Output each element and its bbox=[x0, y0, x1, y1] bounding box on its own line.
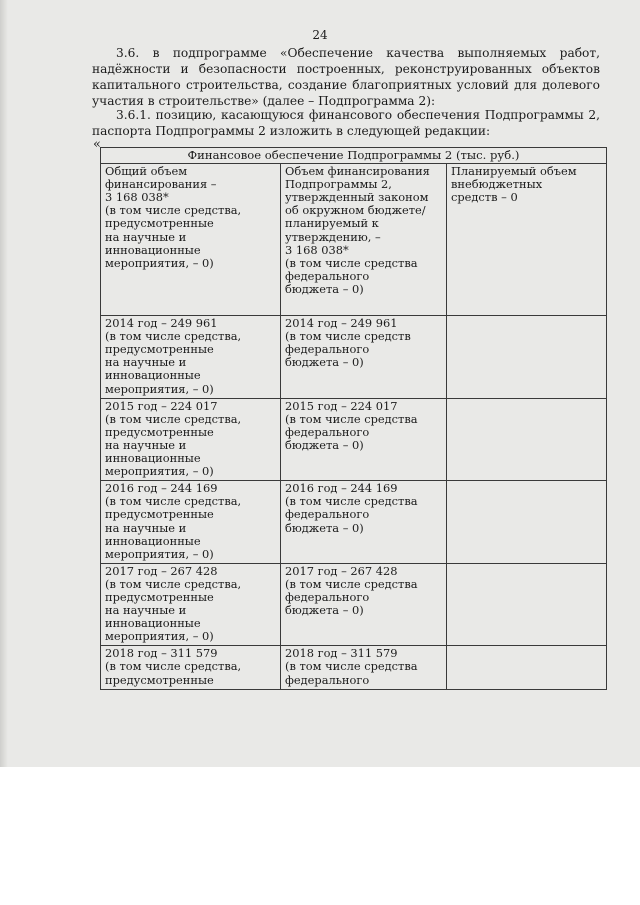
scan-edge-shadow bbox=[0, 0, 8, 767]
row-2016-extrabudgetary bbox=[447, 481, 607, 564]
table-caption: Финансовое обеспечение Подпрограммы 2 (тыс. руб.) bbox=[101, 148, 607, 164]
row-2018-total: 2018 год – 311 579 (в том числе средства, предусмотренные bbox=[101, 646, 281, 689]
row-2014-extrabudgetary bbox=[447, 316, 607, 399]
row-2014-total: 2014 год – 249 961 (в том числе средства, предусмотренные на научные и инновационные мероприятия, – 0) bbox=[101, 316, 281, 399]
row-2016-total: 2016 год – 244 169 (в том числе средства, предусмотренные на научные и инновационные мероприятия, – 0) bbox=[101, 481, 281, 564]
row-2017-approved: 2017 год – 267 428 (в том числе средства федерального бюджета – 0) bbox=[281, 563, 447, 646]
table-row bbox=[101, 646, 607, 689]
row-2018-approved: 2018 год – 311 579 (в том числе средства федерального bbox=[281, 646, 447, 689]
paragraph-3-6: 3.6. в подпрограмме «Обеспечение качества выполняемых работ, надёжности и безопасности построенных, реконструированных объектов капитального строительства, создание благоприятных условий для долевого участия в строительстве» (далее – Подпрограмма 2): bbox=[92, 46, 600, 108]
table-header-row bbox=[101, 164, 607, 316]
table-row bbox=[101, 563, 607, 646]
header-extrabudgetary: Планируемый объем внебюджетных средств – 0 bbox=[447, 164, 607, 316]
row-2017-total: 2017 год – 267 428 (в том числе средства, предусмотренные на научные и инновационные мероприятия, – 0) bbox=[101, 563, 281, 646]
row-2017-extrabudgetary bbox=[447, 563, 607, 646]
page-number: 24 bbox=[312, 28, 328, 42]
row-2014-approved: 2014 год – 249 961 (в том числе средств федерального бюджета – 0) bbox=[281, 316, 447, 399]
row-2015-approved: 2015 год – 224 017 (в том числе средства федерального бюджета – 0) bbox=[281, 398, 447, 481]
row-2016-approved: 2016 год – 244 169 (в том числе средства федерального бюджета – 0) bbox=[281, 481, 447, 564]
table-row bbox=[101, 481, 607, 564]
table-row bbox=[101, 316, 607, 399]
row-2018-extrabudgetary bbox=[447, 646, 607, 689]
table-caption-row bbox=[101, 148, 607, 164]
paragraph-3-6-1: 3.6.1. позицию, касающуюся финансового обеспечения Подпрограммы 2, паспорта Подпрограммы 2 изложить в следующей редакции: bbox=[92, 108, 600, 138]
financing-table bbox=[100, 147, 607, 690]
table-row bbox=[101, 398, 607, 481]
row-2015-extrabudgetary bbox=[447, 398, 607, 481]
header-total-volume: Общий объем финансирования – 3 168 038* (в том числе средства, предусмотренные на научные и инновационные мероприятия, – 0) bbox=[101, 164, 281, 316]
opening-quote: « bbox=[93, 137, 101, 152]
header-approved-volume: Объем финансирования Подпрограммы 2, утвержденный законом об окружном бюджете/ планируемый к утверждению, – 3 168 038* (в том числе средства федерального бюджета – 0) bbox=[281, 164, 447, 316]
row-2015-total: 2015 год – 224 017 (в том числе средства, предусмотренные на научные и инновационные мероприятия, – 0) bbox=[101, 398, 281, 481]
